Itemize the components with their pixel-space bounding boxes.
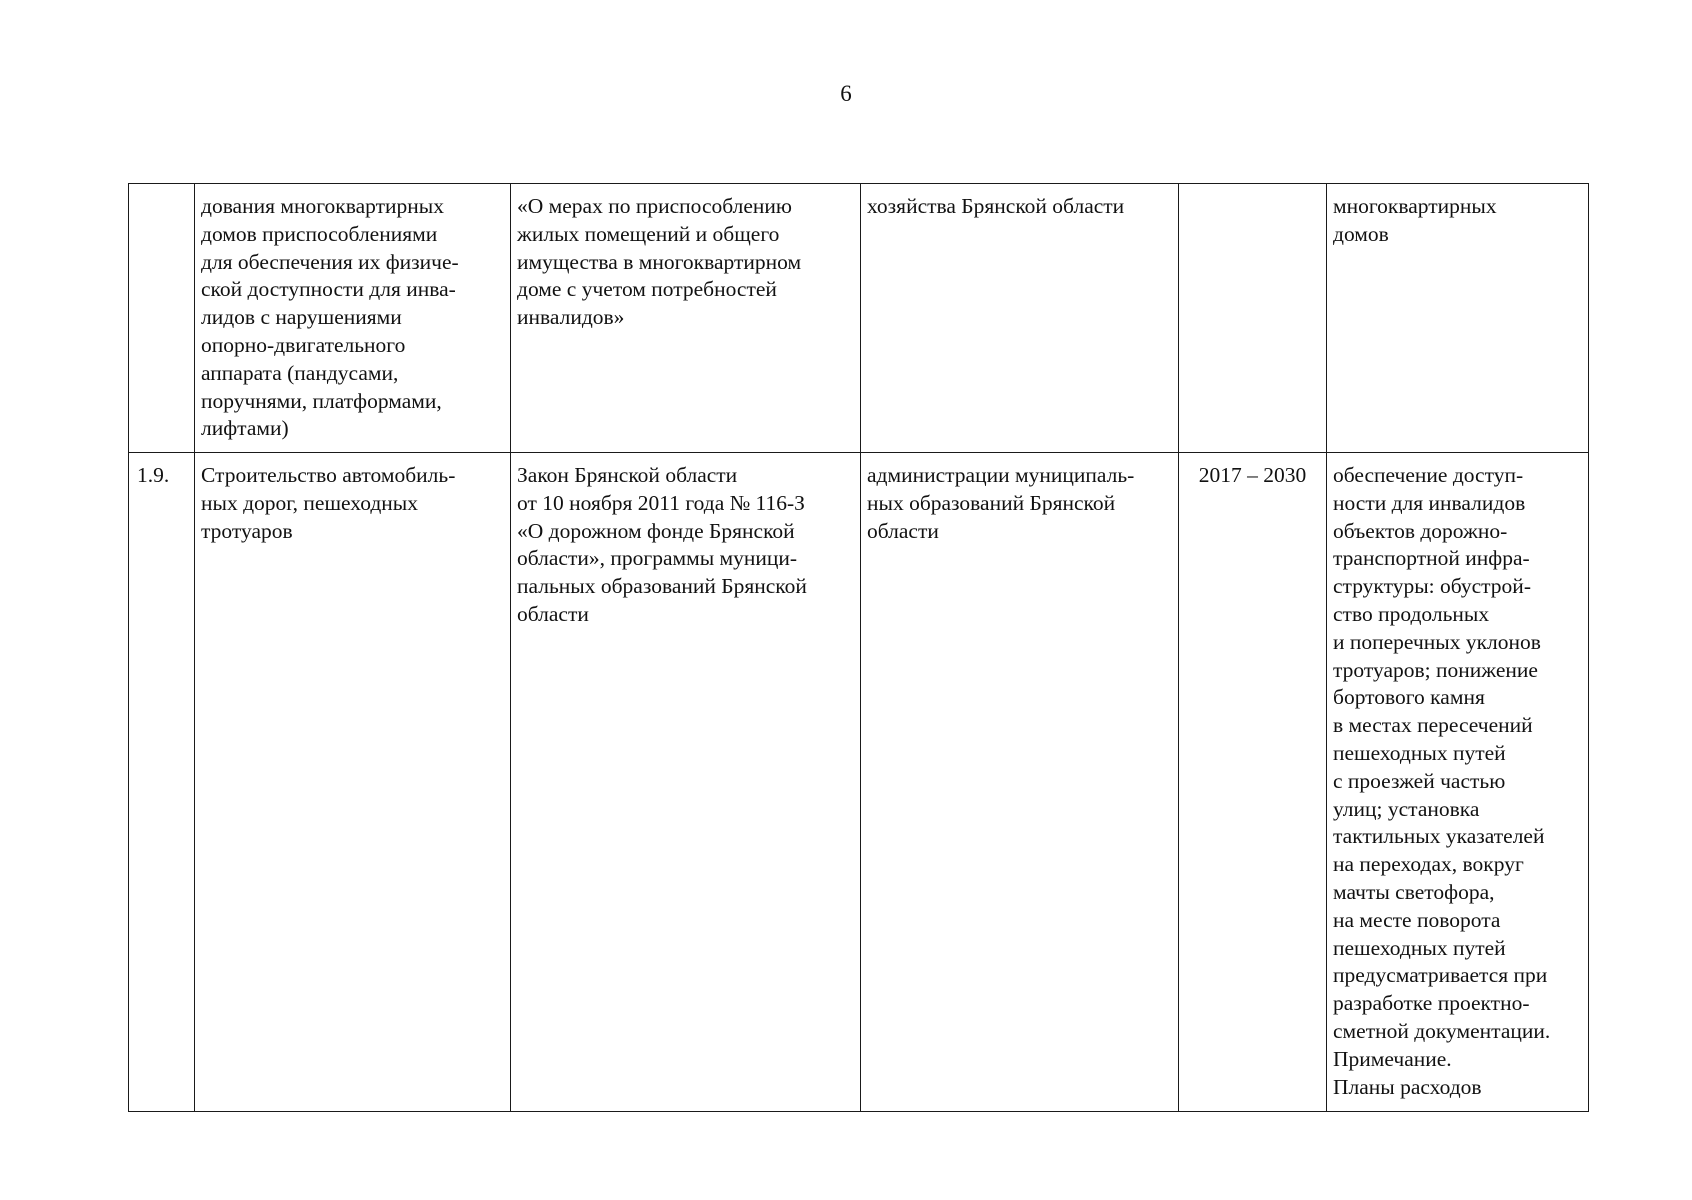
page-number: 6	[840, 81, 852, 106]
table-row	[129, 453, 1589, 1112]
period-cell	[1179, 184, 1327, 453]
legal-basis-cell: Закон Брянской области от 10 ноября 2011 года № 116-З «О дорожном фонде Брянской области», программы муници- пальных образований Брянской области	[511, 453, 861, 1112]
executor-cell: хозяйства Брянской области	[861, 184, 1179, 453]
event-cell: Строительство автомобиль- ных дорог, пешеходных тротуаров	[195, 453, 511, 1112]
legal-basis-cell: «О мерах по приспособлению жилых помещений и общего имущества в многоквартирном доме с учетом потребностей инвалидов»	[511, 184, 861, 453]
expected-result-cell: обеспечение доступ- ности для инвалидов объектов дорожно- транспортной инфра- структуры: обустрой- ство продольных и поперечных уклонов тротуаров; понижение бортового камня в местах пересечений пешеходных путей с проезжей частью улиц; установка тактильных указателей на переходах, вокруг мачты светофора, на месте поворота пешеходных путей предусматривается при разработке проектно- сметной документации. Примечание. Планы расходов	[1327, 453, 1589, 1112]
row-number-cell	[129, 184, 195, 453]
measures-table	[128, 183, 1589, 1112]
executor-cell: администрации муниципаль- ных образований Брянской области	[861, 453, 1179, 1112]
period-cell: 2017 – 2030	[1179, 453, 1327, 1112]
event-cell: дования многоквартирных домов приспособлениями для обеспечения их физиче- ской доступности для инва- лидов с нарушениями опорно-двигательного аппарата (пандусами, поручнями, платформами, лифтами)	[195, 184, 511, 453]
table-row	[129, 184, 1589, 453]
expected-result-cell: многоквартирных домов	[1327, 184, 1589, 453]
row-number-cell: 1.9.	[129, 453, 195, 1112]
